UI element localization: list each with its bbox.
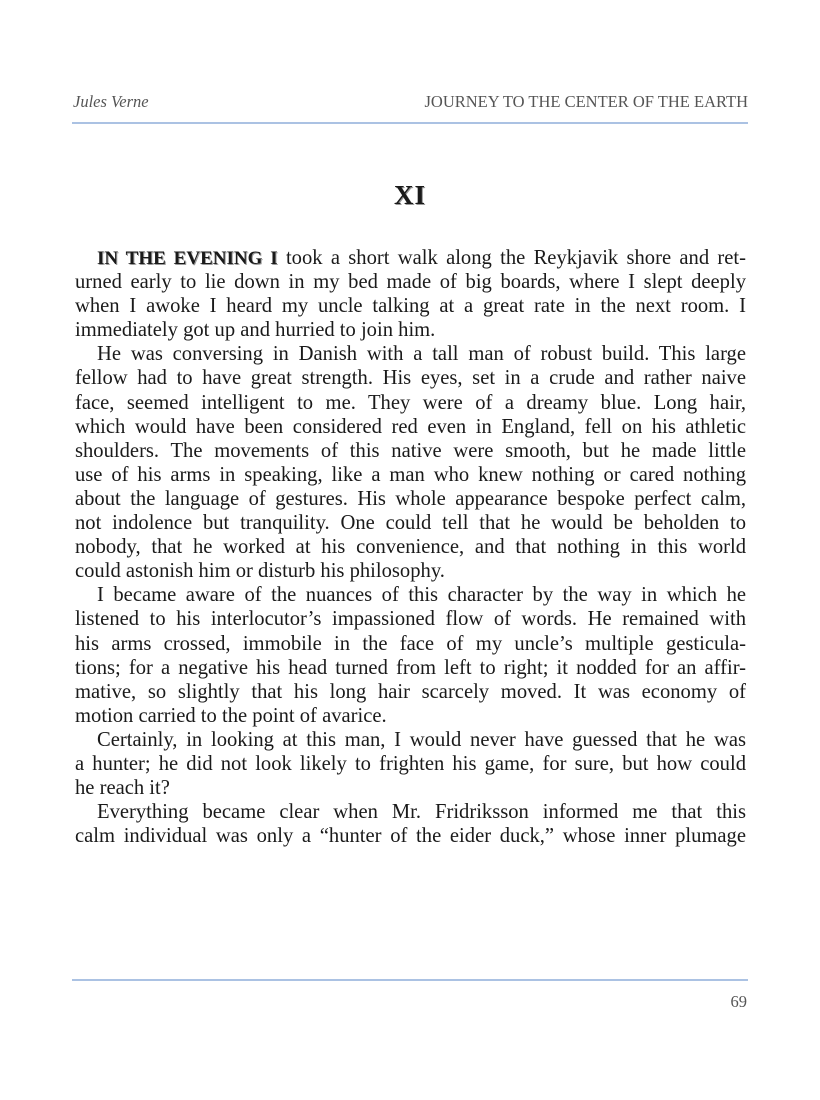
text-line [75, 704, 746, 728]
line-text: nobody, that he worked at his convenience, and that nothing in this world [75, 536, 746, 559]
text-line [75, 246, 746, 270]
line-text: his arms crossed, immobile in the face of my uncle’s multiple gesticula- [75, 632, 746, 655]
line-text: shoulders. The movements of this native were smooth, but he made little [75, 439, 746, 462]
text-line [75, 632, 746, 656]
line-text: could astonish him or disturb his philosophy. [75, 560, 445, 583]
line-text: urned early to lie down in my bed made of big boards, where I slept deeply [75, 271, 746, 294]
line-text: tions; for a negative his head turned from left to right; it nodded for an affir- [75, 656, 746, 679]
text-line [75, 752, 746, 776]
header-divider [72, 122, 748, 124]
text-line [75, 294, 746, 318]
chapter-title: XI [393, 180, 426, 210]
text-line [75, 535, 746, 559]
text-line [75, 318, 746, 342]
line-text: when I awoke I heard my uncle talking at a great rate in the next room. I [75, 295, 746, 318]
line-text: He was conversing in Danish with a tall man of robust build. This large [97, 343, 746, 366]
text-line [75, 270, 746, 294]
text-line [75, 559, 746, 583]
line-text: Everything became clear when Mr. Fridriksson informed me that this [97, 801, 746, 824]
chapter-body [75, 246, 746, 848]
page-number: 69 [730, 992, 747, 1011]
line-text: calm individual was only a “hunter of the eider duck,” whose inner plumage [75, 825, 746, 848]
text-line [75, 366, 746, 390]
line-text: Certainly, in looking at this man, I would never have guessed that he was [97, 728, 746, 751]
line-text: mative, so slightly that his long hair scarcely moved. It was economy of [75, 680, 746, 703]
paragraph [75, 800, 746, 848]
line-text: about the language of gestures. His whole appearance bespoke perfect calm, [75, 487, 746, 510]
text-line [75, 800, 746, 824]
header-author: Jules Verne [73, 92, 149, 111]
line-text: he reach it? [75, 777, 170, 800]
line-text: not indolence but tranquility. One could tell that he would be beholden to [75, 512, 746, 535]
text-line [75, 824, 746, 848]
text-line [75, 439, 746, 463]
line-text: took a short walk along the Reykjavik shore and ret- [277, 247, 746, 269]
text-line [75, 487, 746, 511]
paragraph [75, 728, 746, 800]
text-line [75, 391, 746, 415]
paragraph [75, 246, 746, 342]
text-line [75, 776, 746, 800]
text-line [75, 511, 746, 535]
header-book-title: JOURNEY TO THE CENTER OF THE EARTH [424, 92, 748, 111]
text-line [75, 415, 746, 439]
text-line [75, 656, 746, 680]
text-line [75, 342, 746, 366]
running-header [73, 92, 748, 114]
text-line [75, 728, 746, 752]
lead-in: IN THE EVENING I [97, 248, 278, 269]
text-line [75, 680, 746, 704]
footer-divider [72, 979, 748, 981]
line-text: fellow had to have great strength. His eyes, set in a crude and rather naive [75, 367, 746, 390]
text-line [75, 463, 746, 487]
line-text: which would have been considered red even in England, fell on his athletic [75, 415, 746, 438]
paragraph [75, 583, 746, 728]
line-text: immediately got up and hurried to join him. [75, 319, 436, 342]
line-text: I became aware of the nuances of this character by the way in which he [97, 584, 746, 607]
paragraph [75, 342, 746, 583]
text-line [75, 583, 746, 607]
line-text: a hunter; he did not look likely to frighten his game, for sure, but how could [75, 752, 746, 775]
line-text: motion carried to the point of avarice. [75, 704, 387, 727]
line-text: listened to his interlocutor’s impassioned flow of words. He remained with [75, 608, 746, 631]
text-line [75, 607, 746, 631]
line-text: face, seemed intelligent to me. They were of a dreamy blue. Long hair, [75, 391, 746, 414]
line-text: use of his arms in speaking, like a man who knew nothing or cared nothing [75, 463, 746, 486]
